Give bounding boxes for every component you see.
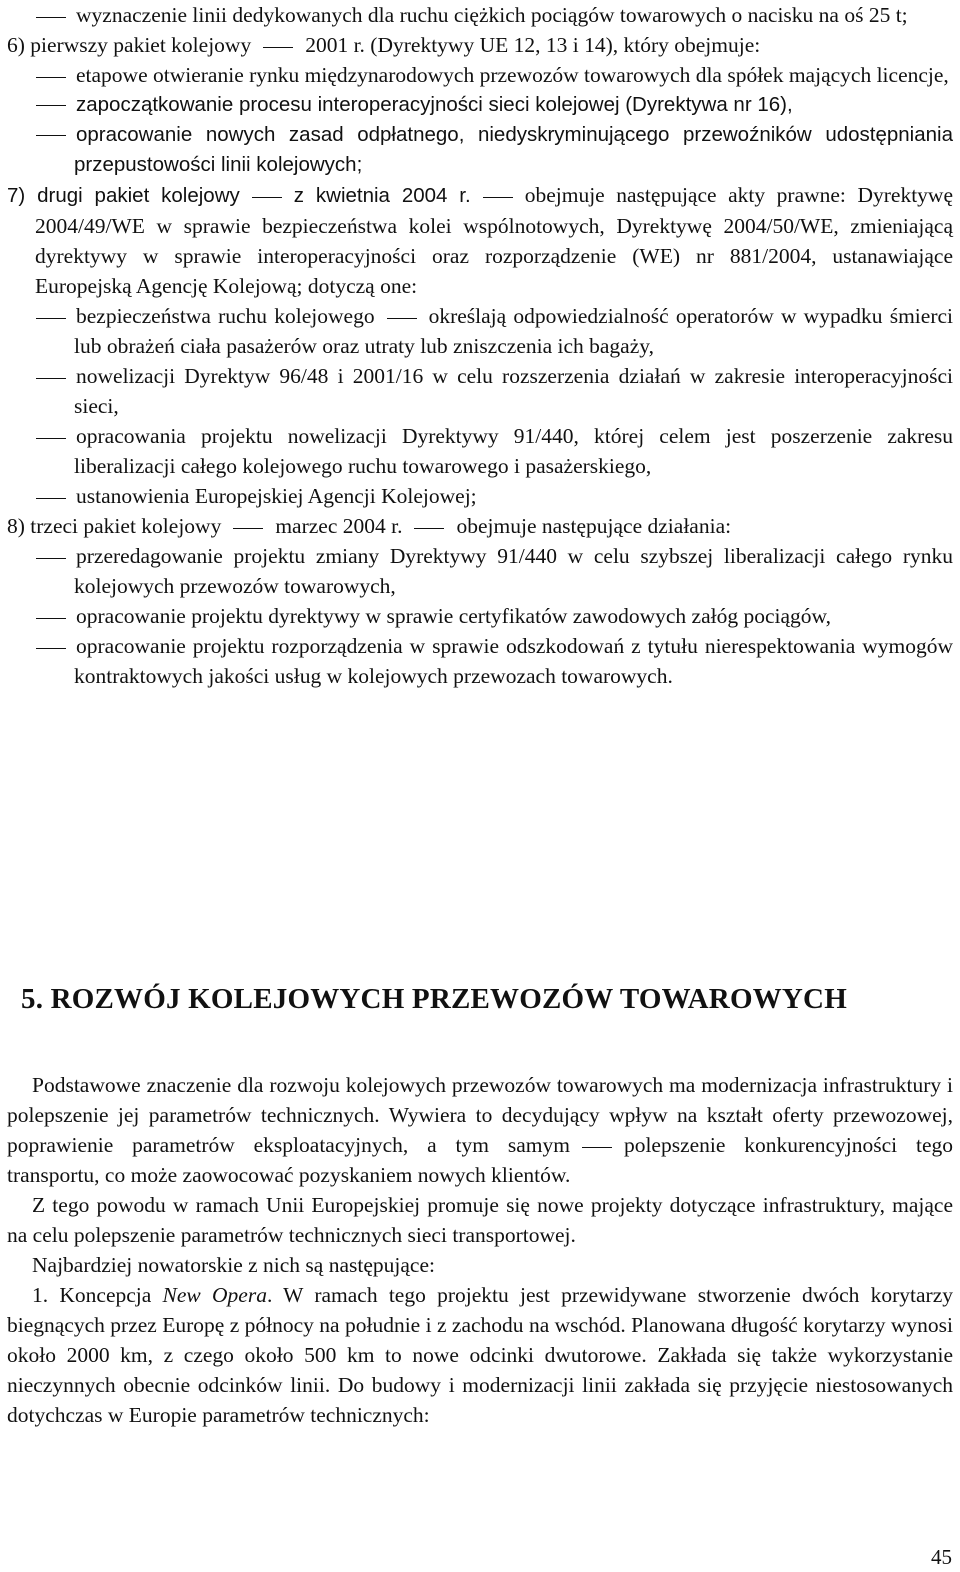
page-number: 45	[931, 1545, 952, 1569]
list-item: ustanowienia Europejskiej Agencji Kolejowej;	[7, 481, 953, 511]
dash	[233, 528, 263, 529]
list-item: bezpieczeństwa ruchu kolejowego określają odpowiedzialność operatorów w wypadku śmierci lub obrażeń ciała pasażerów oraz utraty lub zniszczenia ich bagaży,	[7, 301, 953, 361]
list-item-8: 8) trzeci pakiet kolejowy marzec 2004 r. obejmuje następujące działania:	[7, 514, 732, 538]
dash	[36, 498, 66, 499]
paragraph: Podstawowe znaczenie dla rozwoju kolejowych przewozów towarowych ma modernizacja infrastruktury i polepszenie jej parametrów technicznych. Wywiera to decydujący wpływ na kształt oferty przewozowej, poprawienie parametrów eksploatacyjnych, a tym samym polepszenie konkurencyjności tego transportu, co może zaowocować pozyskaniem nowych klientów.	[7, 1073, 953, 1187]
list-item: opracowanie projektu rozporządzenia w sprawie odszkodowań z tytułu nierespektowania wymogów kontraktowych jakości usług w kolejowych przewozach towarowych.	[7, 631, 953, 691]
dash	[36, 135, 66, 136]
paragraph: Z tego powodu w ramach Unii Europejskiej promuje się nowe projekty dotyczące infrastruktury, mające na celu polepszenie parametrów technicznych sieci transportowej.	[7, 1193, 953, 1247]
document-body	[7, 0, 953, 691]
list-item: opracowanie projektu dyrektywy w sprawie certyfikatów zawodowych załóg pociągów,	[7, 601, 953, 631]
list-item: wyznaczenie linii dedykowanych dla ruchu ciężkich pociągów towarowych o nacisku na oś 25 t;	[7, 0, 953, 30]
paragraph: Najbardziej nowatorskie z nich są następujące:	[32, 1253, 435, 1277]
dash	[263, 47, 293, 48]
dash	[36, 618, 66, 619]
paragraph: 1. Koncepcja New Opera. W ramach tego projektu jest przewidywane stworzenie dwóch korytarzy biegnących przez Europę z północy na południe i z zachodu na wschód. Planowana długość korytarzy wynosi około 2000 km, z czego około 500 km to nowe odcinki dwutorowe. Zakłada się także wykorzystanie nieczynnych obecnie odcinków linii. Do budowy i modernizacji linii zakłada się przyjęcie niestosowanych dotychczas w Europie parametrów technicznych:	[7, 1283, 954, 1427]
dash	[36, 648, 66, 649]
dash	[414, 528, 444, 529]
dash	[36, 77, 66, 78]
dash	[36, 17, 66, 18]
list-item: opracowanie nowych zasad odpłatnego, niedyskryminującego przewoźników udostępniania przepustowości linii kolejowych;	[7, 120, 953, 180]
list-item: etapowe otwieranie rynku międzynarodowych przewozów towarowych dla spółek mających licencje,	[7, 60, 953, 90]
dash	[582, 1147, 612, 1148]
dash	[36, 558, 66, 559]
dash	[387, 318, 417, 319]
dash	[252, 197, 282, 198]
dash	[36, 105, 66, 106]
section-body	[7, 1070, 953, 1430]
list-item-7: 7) drugi pakiet kolejowy z kwietnia 2004 r. obejmuje następujące akty prawne: Dyrektywę 2004/49/WE w sprawie bezpieczeństwa kolei wspólnotowych, Dyrektywę 2004/50/WE, zmieniającą dyrektywy w sprawie interoperacyjności oraz rozporządzenie (WE) nr 881/2004, ustanawiające Europejską Agencję Kolejową; dotyczą one:	[7, 183, 953, 298]
dash	[36, 378, 66, 379]
list-item: zapoczątkowanie procesu interoperacyjności sieci kolejowej (Dyrektywa nr 16),	[7, 90, 953, 120]
list-item-6: 6) pierwszy pakiet kolejowy 2001 r. (Dyrektywy UE 12, 13 i 14), który obejmuje:	[7, 33, 761, 57]
section-heading: 5. ROZWÓJ KOLEJOWYCH PRZEWOZÓW TOWAROWYCH	[21, 983, 847, 1015]
dash	[36, 438, 66, 439]
dash	[483, 197, 513, 198]
dash	[36, 318, 66, 319]
list-item: opracowania projektu nowelizacji Dyrektywy 91/440, której celem jest poszerzenie zakresu liberalizacji całego kolejowego ruchu towarowego i pasażerskiego,	[7, 421, 953, 481]
list-item: nowelizacji Dyrektyw 96/48 i 2001/16 w celu rozszerzenia działań w zakresie interoperacyjności sieci,	[7, 361, 953, 421]
list-item: przeredagowanie projektu zmiany Dyrektywy 91/440 w celu szybszej liberalizacji całego rynku kolejowych przewozów towarowych,	[7, 541, 953, 601]
